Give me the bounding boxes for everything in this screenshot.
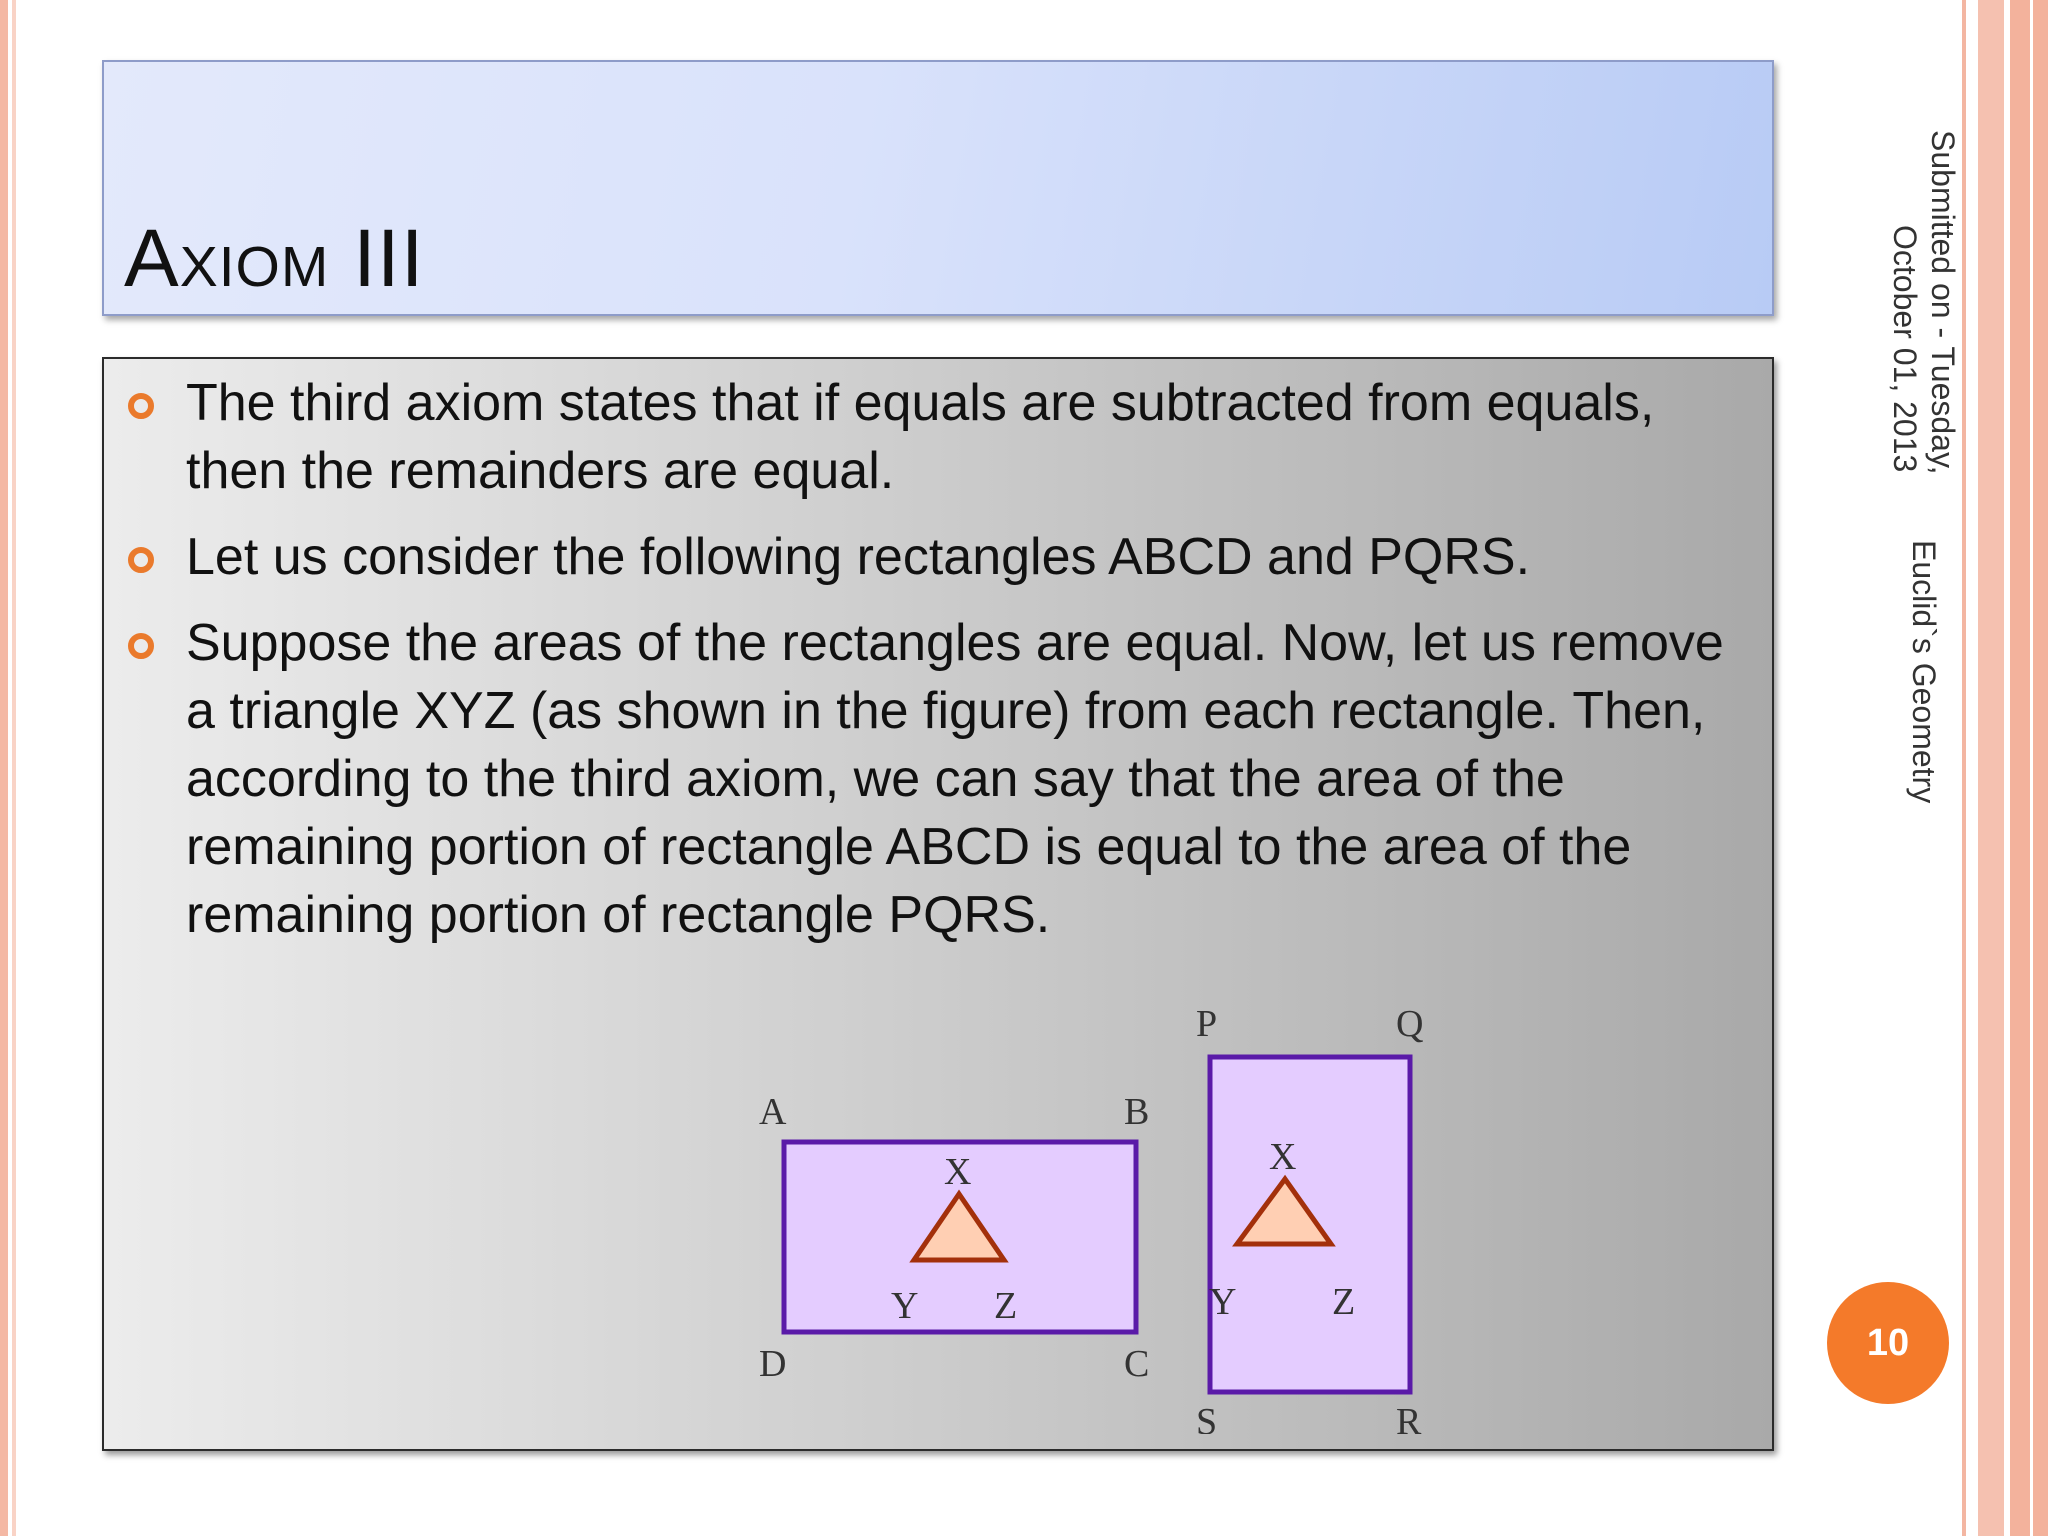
label-a: A [759, 1091, 787, 1133]
label-z: Z [994, 1285, 1018, 1327]
bullet-text: Suppose the areas of the rectangles are equal. Now, let us remove a triangle XYZ (as shown in the figure) from each rectangle. Then, according to the third axiom, we can say that the area of the remaining portion of rectangle ABCD is equal to the area of the remaining portion of rectangle PQRS. [186, 614, 1724, 944]
slide-title: Axiom III [124, 213, 425, 304]
bullet-list [104, 369, 1744, 967]
right-decor-stripe [1978, 0, 2004, 1536]
bullet-text: Let us consider the following rectangles ABCD and PQRS. [186, 528, 1531, 586]
label-y-2: Y [1209, 1281, 1237, 1323]
submitted-date-line2: October 01, 2013 [1887, 225, 1923, 473]
label-b: B [1124, 1091, 1150, 1133]
label-c: C [1124, 1343, 1150, 1385]
bullet-item [104, 523, 1744, 591]
bullet-item [104, 609, 1744, 949]
label-x-2: X [1269, 1136, 1297, 1178]
bullet-ring-icon [128, 633, 154, 659]
right-decor-stripe [1962, 0, 1966, 1536]
subject-label: Euclid`s Geometry [1906, 540, 1942, 804]
content-box [102, 357, 1774, 1451]
label-y: Y [891, 1285, 919, 1327]
label-z-2: Z [1332, 1281, 1356, 1323]
right-decor-stripe-gap [2030, 0, 2033, 1536]
bullet-ring-icon [128, 547, 154, 573]
label-d: D [759, 1343, 787, 1385]
bullet-ring-icon [128, 393, 154, 419]
page-number-badge: 10 [1827, 1282, 1949, 1404]
left-decor-stripe-thin [12, 0, 16, 1536]
bullet-item [104, 369, 1744, 505]
label-r: R [1396, 1401, 1422, 1434]
rectangles-figure [704, 994, 1524, 1434]
left-decor-stripe [0, 0, 8, 1536]
rectangles-diagram [704, 994, 1524, 1434]
right-decor-stripe [2010, 0, 2048, 1536]
label-q: Q [1396, 1003, 1424, 1045]
bullet-text: The third axiom states that if equals are subtracted from equals, then the remainders are equal. [186, 374, 1655, 500]
label-s: S [1196, 1401, 1218, 1434]
label-x: X [944, 1151, 972, 1193]
label-p: P [1196, 1003, 1218, 1045]
title-box [102, 60, 1774, 316]
submitted-date-line1: Submitted on - Tuesday, [1925, 130, 1961, 475]
